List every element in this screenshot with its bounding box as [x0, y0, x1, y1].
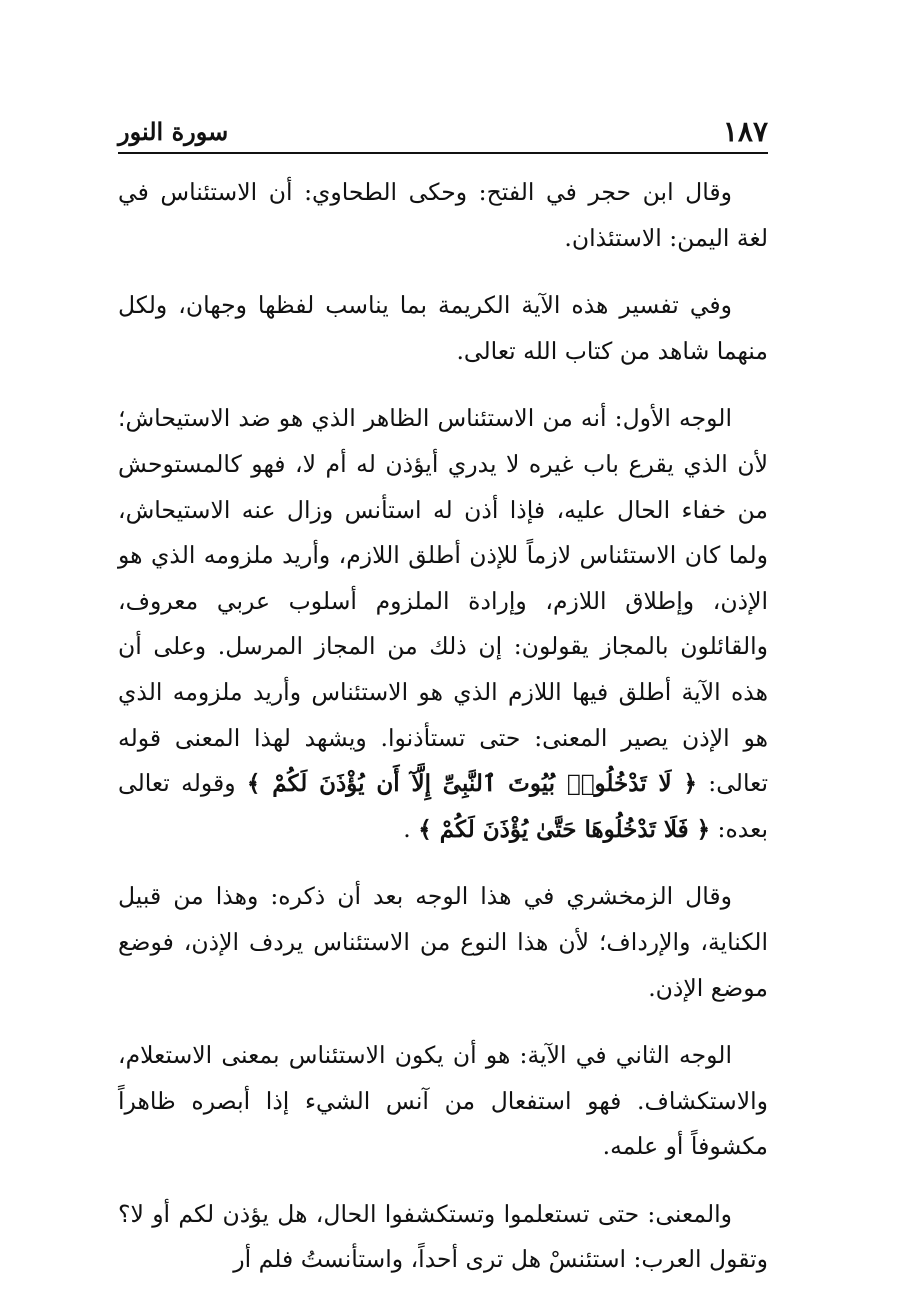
quran-verse-1: ﴿ لَا تَدْخُلُوا۟ بُيُوتَ ٱلنَّبِىِّ إِلَّآ أَن يُؤْذَنَ لَكُمْ ﴾ — [246, 770, 697, 798]
paragraph-3-text: الوجه الأول: أنه من الاستئناس الظاهر الذي هو ضد الاستيحاش؛ لأن الذي يقرع باب غيره لا يدري أيؤذن له أم لا، فهو كالمستوحش من خفاء الحال عليه، فإذا أذن له استأنس وزال عنه الاستيحاش، ولما كان الاستئناس لازماً للإذن أطلق اللازم، وأريد ملزومه الذي هو الإذن، وإطلاق اللازم، وإرادة الملزوم أسلوب عربي معروف، والقائلون بالمجاز يقولون: إن ذلك من المجاز المرسل. وعلى أن هذه الآية أطلق فيها اللازم الذي هو الاستئناس وأريد ملزومه الذي هو الإذن يصير المعنى: حتى تستأذنوا. ويشهد لهذا المعنى قوله تعالى: — [118, 404, 768, 798]
paragraph-1: وقال ابن حجر في الفتح: وحكى الطحاوي: أن الاستئناس في لغة اليمن: الاستئذان. — [118, 178, 768, 252]
quran-verse-2: ﴿ فَلَا تَدْخُلُوهَا حَتَّىٰ يُؤْذَنَ لَكُمْ ﴾ — [418, 815, 711, 843]
page-header — [118, 108, 768, 154]
surah-name: سورة النور — [118, 117, 229, 146]
paragraph-6: والمعنى: حتى تستعلموا وتستكشفوا الحال، هل يؤذن لكم أو لا؟ وتقول العرب: استئنسْ هل ترى أحداً، واستأنستُ فلم أر — [118, 1199, 768, 1274]
page-number: ١٨٧ — [722, 115, 768, 148]
paragraph-3-end: . — [403, 814, 411, 843]
paragraph-4: وقال الزمخشري في هذا الوجه بعد أن ذكره: وهذا من قبيل الكناية، والإرداف؛ لأن هذا النوع من الاستئناس يردف الإذن، فوضع موضع الإذن. — [118, 882, 768, 1002]
paragraph-5: الوجه الثاني في الآية: هو أن يكون الاستئناس بمعنى الاستعلام، والاستكشاف. فهو استفعال من آنس الشيء إذا أبصره ظاهراً مكشوفاً أو علمه. — [118, 1041, 768, 1161]
paragraph-2: وفي تفسير هذه الآية الكريمة بما يناسب لفظها وجهان، ولكل منهما شاهد من كتاب الله تعالى. — [118, 291, 768, 365]
paragraph-3 — [118, 396, 768, 852]
paragraph-3-middle: وقوله تعالى بعده: — [118, 769, 768, 843]
page-body — [118, 170, 768, 1305]
